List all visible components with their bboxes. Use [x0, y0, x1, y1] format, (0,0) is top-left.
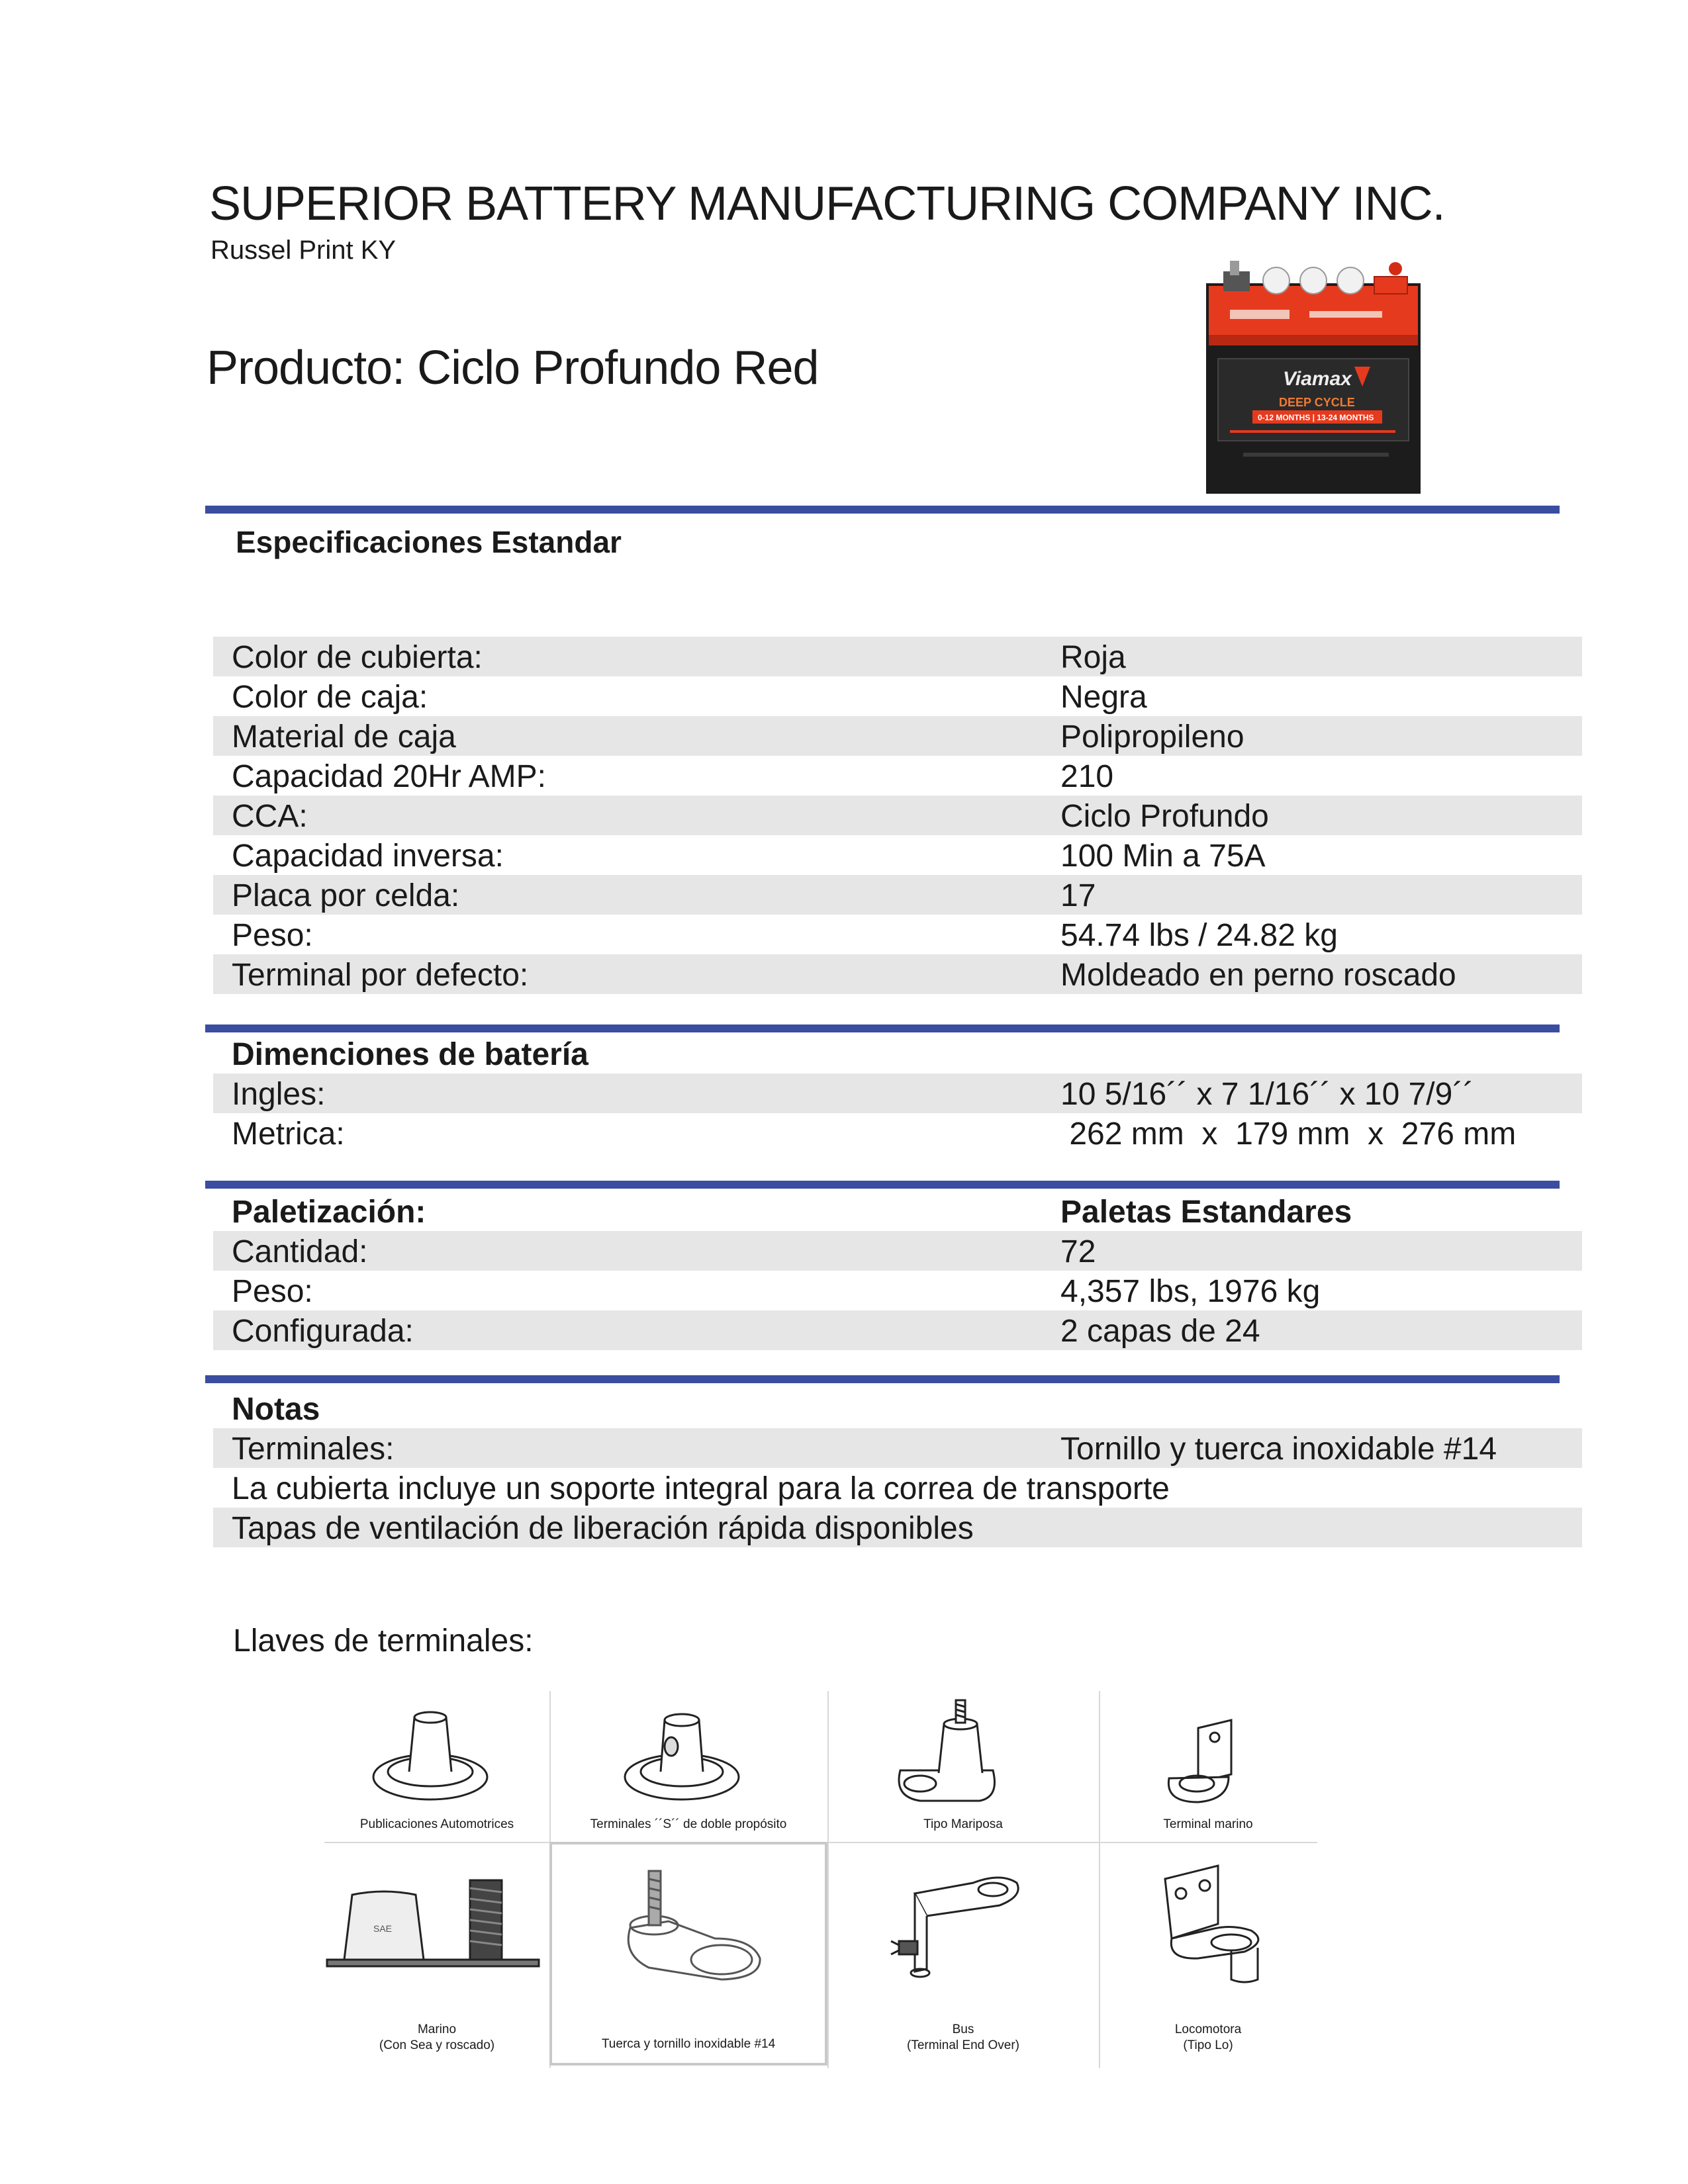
spec-label: CCA: [232, 799, 308, 834]
terminal-key-marine-sae [324, 1842, 549, 2068]
dimension-label: Metrica: [232, 1116, 345, 1152]
table-row [213, 1271, 1582, 1310]
table-row [213, 915, 1582, 954]
terminal-key-caption: Bus [952, 2023, 974, 2036]
section-rule [205, 1181, 1560, 1189]
terminal-key-subcaption: (Terminal End Over) [907, 2038, 1019, 2052]
standard-specs-table [213, 637, 1582, 994]
terminal-key-bus [827, 1842, 1099, 2068]
spec-label: Capacidad inversa: [232, 839, 504, 874]
battery-product-image [1203, 257, 1423, 494]
table-row [213, 1310, 1582, 1350]
notes-heading-row [213, 1388, 1582, 1428]
pallet-value: 2 capas de 24 [1060, 1314, 1260, 1349]
dimension-value: 262 mm x 179 mm x 276 mm [1060, 1116, 1517, 1152]
spec-value: 210 [1060, 759, 1114, 794]
terminal-key-wingnut [827, 1691, 1099, 1842]
product-title: Producto: Ciclo Profundo Red [207, 341, 819, 394]
section-rule [205, 506, 1560, 514]
spec-value: Negra [1060, 680, 1147, 715]
terminal-key-locomotive [1099, 1842, 1317, 2068]
spec-value: Ciclo Profundo [1060, 799, 1269, 834]
note-line: La cubierta incluye un soporte integral para la correa de transporte [232, 1471, 1170, 1506]
spec-value: 17 [1060, 878, 1096, 913]
table-row [213, 1428, 1582, 1468]
note-line: Tapas de ventilación de liberación rápida disponibles [232, 1511, 974, 1546]
spec-label: Color de cubierta: [232, 640, 483, 675]
table-row [213, 756, 1582, 796]
palletization-heading-row [213, 1191, 1582, 1231]
terminal-key-caption: Terminal marino [1163, 1817, 1253, 1831]
spec-label: Color de caja: [232, 680, 428, 715]
pallet-label: Peso: [232, 1274, 313, 1309]
table-row [213, 875, 1582, 915]
table-row [213, 1508, 1582, 1547]
notes-heading: Notas [232, 1392, 320, 1427]
terminal-key-subcaption: (Con Sea y roscado) [379, 2038, 495, 2052]
table-row [213, 1113, 1582, 1153]
note-value: Tornillo y tuerca inoxidable #14 [1060, 1432, 1497, 1467]
sae-stamp: SAE [373, 1923, 393, 1934]
terminal-key-caption: Tipo Mariposa [923, 1817, 1003, 1831]
spec-value: 100 Min a 75A [1060, 839, 1266, 874]
spec-label: Terminal por defecto: [232, 958, 529, 993]
spec-label: Placa por celda: [232, 878, 460, 913]
terminal-key-automotive [324, 1691, 549, 1842]
dimensions-table [213, 1034, 1582, 1153]
dimension-label: Ingles: [232, 1077, 326, 1112]
terminal-key-marine [1099, 1691, 1317, 1842]
spec-label: Peso: [232, 918, 313, 953]
battery-brand-label: Viamax [1283, 368, 1352, 390]
dimensions-heading: Dimenciones de batería [232, 1037, 588, 1072]
terminal-key-caption: Locomotora [1174, 2023, 1242, 2036]
spec-value: Polipropileno [1060, 719, 1244, 754]
table-row [213, 1073, 1582, 1113]
notes-table [213, 1388, 1582, 1547]
company-name: SUPERIOR BATTERY MANUFACTURING COMPANY INC. [209, 177, 1445, 230]
spec-label: Capacidad 20Hr AMP: [232, 759, 546, 794]
terminal-key-dual-purpose [549, 1691, 827, 1842]
terminal-key-caption: Terminales ´´S´´ de doble propósito [590, 1817, 787, 1831]
terminal-key-stainless-bolt [549, 1842, 827, 2068]
terminal-key-caption: Publicaciones Automotrices [359, 1817, 514, 1831]
section-rule [205, 1024, 1560, 1032]
section-rule [205, 1375, 1560, 1383]
pallet-label: Cantidad: [232, 1234, 368, 1269]
company-location: Russel Print KY [211, 236, 397, 265]
table-row [213, 716, 1582, 756]
note-label: Terminales: [232, 1432, 395, 1467]
pallet-label: Configurada: [232, 1314, 414, 1349]
table-row [213, 835, 1582, 875]
table-row [213, 954, 1582, 994]
terminal-key-caption: Marino [417, 2023, 457, 2036]
terminal-keys-title: Llaves de terminales: [233, 1623, 534, 1659]
palletization-table [213, 1191, 1582, 1350]
terminal-keys-grid [324, 1691, 1317, 2068]
table-row [213, 637, 1582, 676]
table-row [213, 676, 1582, 716]
pallet-value: 4,357 lbs, 1976 kg [1060, 1274, 1321, 1309]
table-row [213, 1468, 1582, 1508]
terminal-key-caption: Tuerca y tornillo inoxidable #14 [601, 2037, 776, 2051]
table-row [213, 1231, 1582, 1271]
terminal-key-subcaption: (Tipo Lo) [1183, 2038, 1233, 2052]
battery-type-label: DEEP CYCLE [1279, 396, 1355, 409]
palletization-heading-value: Paletas Estandares [1060, 1195, 1352, 1230]
battery-warranty-label: 0-12 MONTHS | 13-24 MONTHS [1258, 413, 1374, 422]
dimensions-heading-row [213, 1034, 1582, 1073]
standard-specs-heading: Especificaciones Estandar [236, 525, 622, 559]
palletization-heading: Paletización: [232, 1195, 426, 1230]
pallet-value: 72 [1060, 1234, 1096, 1269]
spec-value: 54.74 lbs / 24.82 kg [1060, 918, 1338, 953]
spec-value: Roja [1060, 640, 1126, 675]
spec-value: Moldeado en perno roscado [1060, 958, 1456, 993]
table-row [213, 796, 1582, 835]
spec-label: Material de caja [232, 719, 456, 754]
dimension-value: 10 5/16´´ x 7 1/16´´ x 10 7/9´´ [1060, 1077, 1474, 1112]
